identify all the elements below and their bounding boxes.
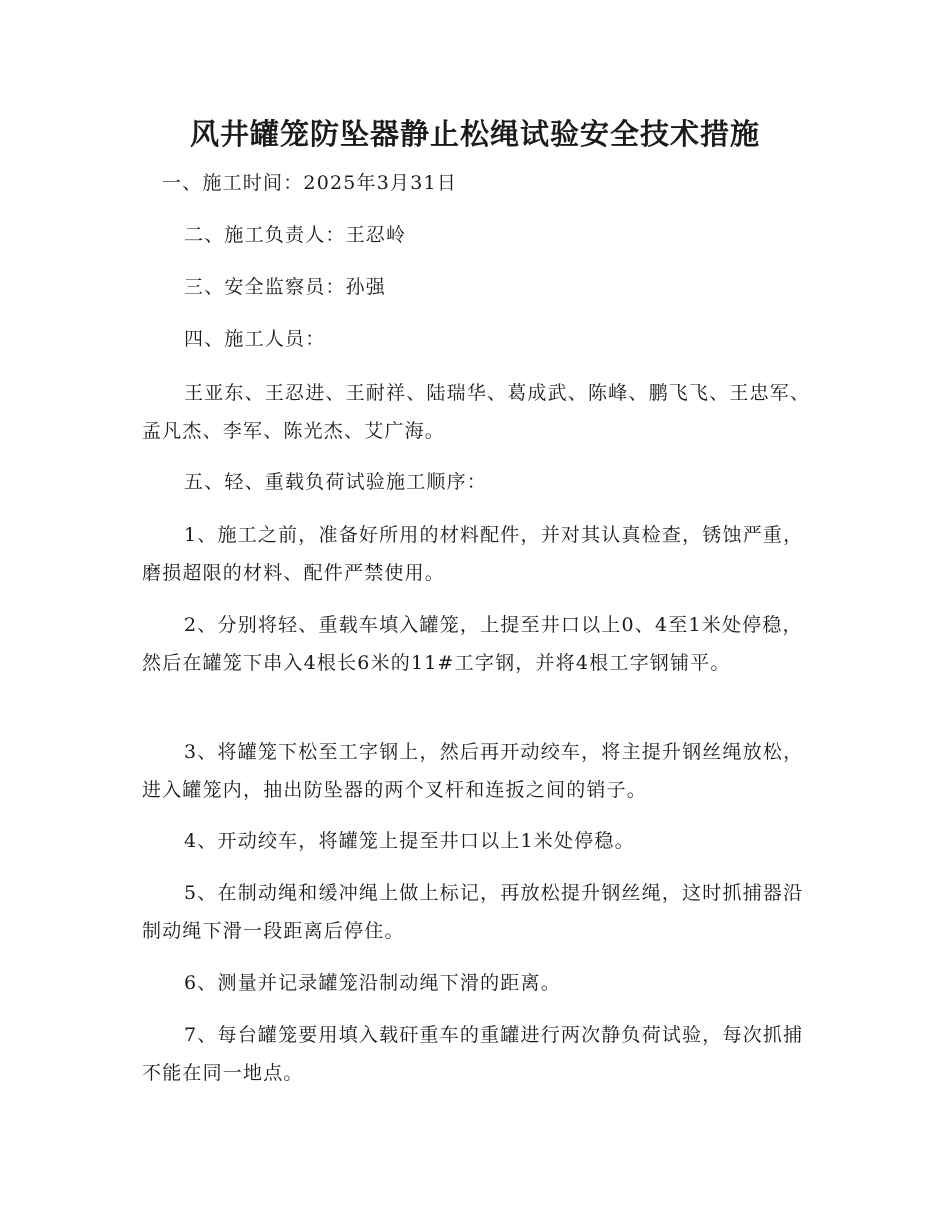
paragraph-workers-list: 王亚东、王忍进、王耐祥、陆瑞华、葛成武、陈峰、鹏飞飞、王忠军、孟凡杰、李军、陈光杰、艾广海。	[142, 382, 811, 442]
paragraph-step-5: 5、在制动绳和缓冲绳上做上标记，再放松提升钢丝绳，这时抓捕器沿制动绳下滑一段距离后停住。	[142, 882, 804, 942]
document-title: 风井罐笼防坠器静止松绳试验安全技术措施	[189, 117, 760, 151]
paragraph-step-4: 4、开动绞车，将罐笼上提至井口以上1米处停稳。	[184, 830, 635, 852]
paragraph-person-in-charge: 二、施工负责人：王忍岭	[184, 224, 407, 246]
paragraph-construction-time: 一、施工时间：2025年3月31日	[162, 172, 458, 194]
paragraph-step-2: 2、分别将轻、重载车填入罐笼，上提至井口以上0、4至1米处停稳，然后在罐笼下串入4根长6米的11#工字钢，并将4根工字钢铺平。	[142, 614, 803, 674]
paragraph-step-1: 1、施工之前，准备好所用的材料配件，并对其认真检查，锈蚀严重，磨损超限的材料、配件严禁使用。	[142, 524, 804, 584]
paragraph-step-6: 6、测量并记录罐笼沿制动绳下滑的距离。	[184, 972, 561, 994]
paragraph-workers-heading: 四、施工人员：	[184, 328, 326, 350]
paragraph-safety-inspector: 三、安全监察员：孙强	[184, 276, 387, 298]
paragraph-step-3: 3、将罐笼下松至工字钢上，然后再开动绞车，将主提升钢丝绳放松，进入罐笼内，抽出防坠器的两个叉杆和连扳之间的销子。	[142, 741, 804, 801]
paragraph-procedure-heading: 五、轻、重载负荷试验施工顺序：	[184, 471, 488, 493]
paragraph-step-7: 7、每台罐笼要用填入载矸重车的重罐进行两次静负荷试验，每次抓捕不能在同一地点。	[142, 1024, 804, 1084]
